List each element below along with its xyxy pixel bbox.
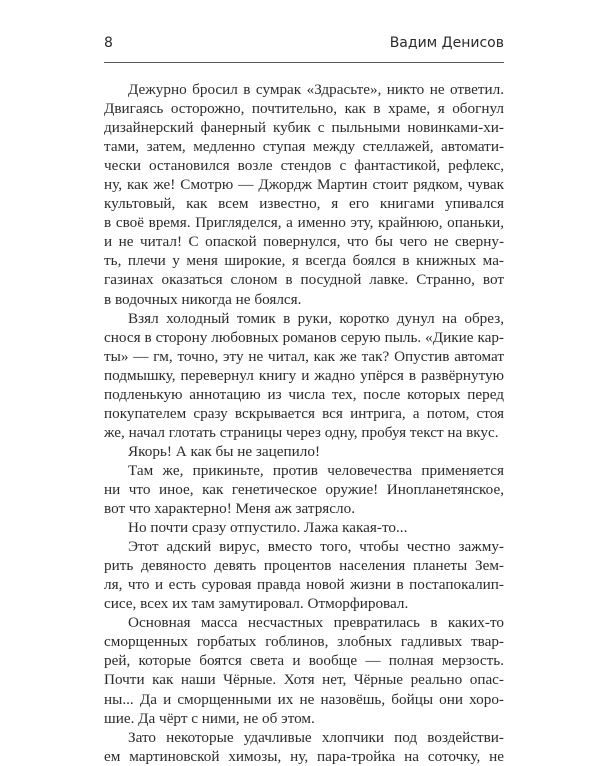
text-line: ны... Да и сморщенными их не назовёшь, бойцы они хоро-: [104, 690, 504, 708]
text-line: газинах оказаться слоном в посудной лавке. Странно, вот: [104, 271, 504, 289]
text-line: сморщенных горбатых гоблинов, злобных гадливых твар-: [104, 633, 504, 651]
text-line: чески остановился возле стендов с фантастикой, рефлекс,: [104, 157, 504, 175]
text-line: Зато некоторые удачливые хлопчики под воздействи-: [128, 728, 504, 746]
text-line: ть, плечи у меня широкие, я всегда боялся в книжных ма-: [104, 252, 504, 270]
text-line: Почти как наши Чёрные. Хотя нет, Чёрные реально опас-: [104, 671, 504, 689]
text-line: Якорь! А как бы не зацепило!: [128, 442, 321, 460]
text-line: же, начал глотать страницы через одну, пробуя текст на вкус.: [104, 423, 499, 441]
text-line: и не читал! С опаской повернулся, что бы чего не сверну-: [104, 233, 504, 251]
text-line: ты» — гм, точно, эту не читал, как же так? Опустив автомат: [104, 347, 504, 365]
text-line: Но почти сразу отпустило. Лажа какая-то...: [128, 519, 408, 537]
text-line: Этот адский вирус, вместо того, чтобы честно зажму-: [128, 538, 504, 556]
text-line: Взял холодный томик в руки, коротко дунул на обрез,: [128, 309, 504, 327]
text-line: вот что характерно! Меня аж затрясло.: [104, 500, 356, 518]
text-line: Основная масса несчастных превратилась в каких-то: [128, 614, 504, 632]
text-line: Дежурно бросил в сумрак «Здрасьте», никто не ответил.: [128, 81, 504, 98]
text-line: шие. Да чёрт с ними, не об этом.: [104, 709, 315, 727]
text-line: культовый, как всем известно, я его книгами упивался: [104, 195, 504, 213]
text-line: в водочных никогда не боялся.: [104, 290, 302, 308]
text-line: ля, что и есть суровая правда новой жизни в постапокалип-: [104, 576, 504, 594]
text-line: тами, затем, медленно ступая между стеллажей, автомати-: [104, 138, 504, 156]
text-line: подленькую аннотацию из числа тех, после которых перед: [104, 385, 504, 403]
text-line: рей, которые боятся света и вообще — полная мерзость.: [104, 652, 504, 670]
text-line: в своё время. Пригляделся, а именно эту, крайнюю, опаньки,: [104, 214, 504, 232]
text-line: рить девяносто девять процентов населения планеты Зем-: [104, 557, 504, 575]
body-text: [104, 80, 504, 766]
text-line: ну, как же! Смотрю — Джордж Мартин стоит рядком, чувак: [104, 176, 504, 194]
header-rule: [104, 62, 504, 63]
page-number: 8: [104, 35, 113, 51]
text-line: подмышку, перевернул книгу и жадно упёрся в развёрнутую: [104, 366, 504, 384]
text-line: ем мартиновской химозы, ну, пара-тройка на соточку, не: [104, 747, 504, 765]
page-header: [104, 35, 504, 57]
text-line: сисе, всех их там замутировал. Отморфировал.: [104, 595, 409, 613]
text-line: Там же, прикиньте, против человечества применяется: [128, 461, 504, 479]
text-line: покупателем сразу вскрывается вся интрига, а потом, стоя: [104, 404, 504, 422]
text-line: Двигаясь осторожно, почтительно, как в храме, я обогнул: [104, 100, 504, 118]
text-line: дизайнерский фанерный кубик с пыльными новинками-хи-: [104, 119, 504, 137]
text-line: снося в сторону любовных романов серую пыль. «Дикие кар-: [104, 328, 504, 346]
running-head-author: Вадим Денисов: [389, 35, 504, 51]
text-line: ни что иное, как генетическое оружие! Инопланетянское,: [104, 480, 504, 498]
